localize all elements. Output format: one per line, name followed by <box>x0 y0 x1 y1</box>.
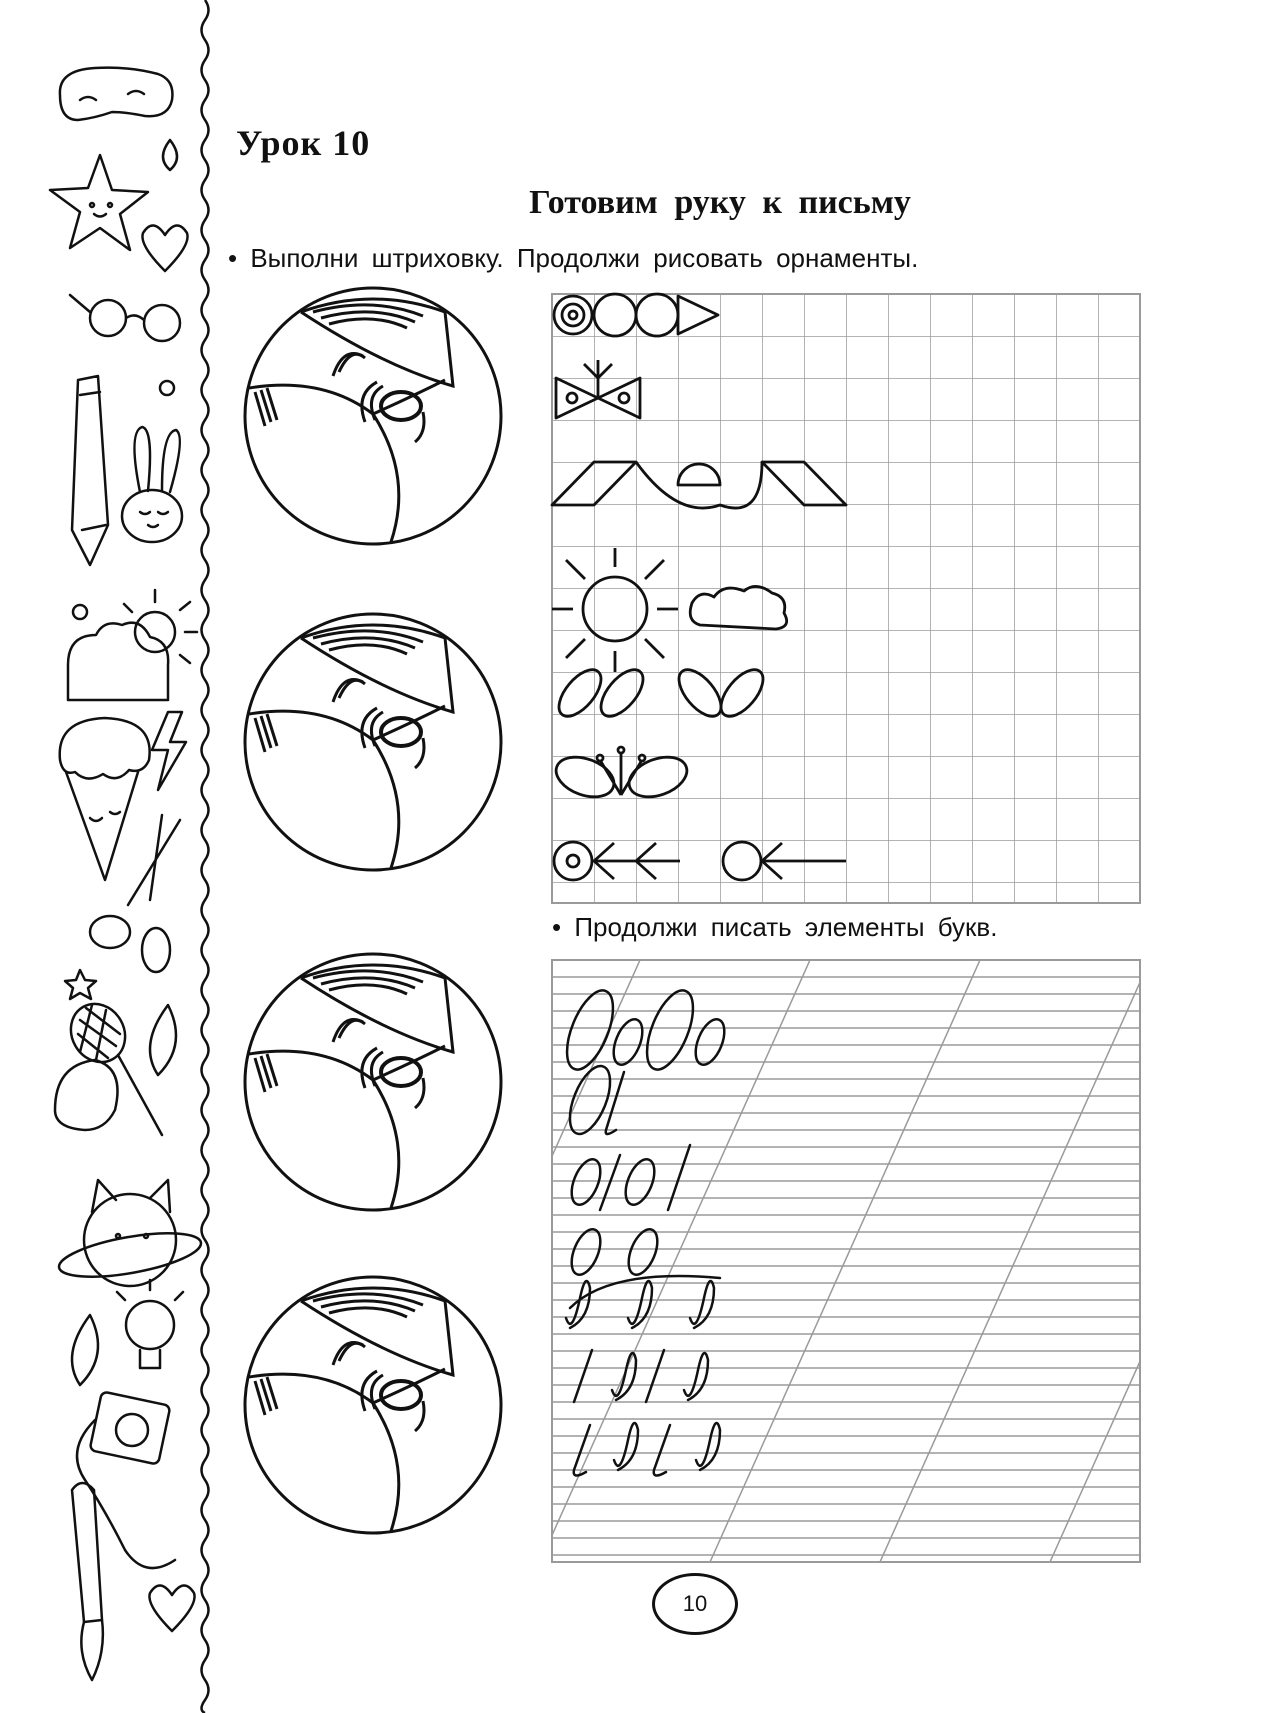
letter-row-2 <box>562 1061 624 1140</box>
instruction-letters: • Продолжи писать элементы букв. <box>552 912 998 942</box>
page-number: 10 <box>652 1573 738 1635</box>
letter-row-4 <box>566 1225 663 1278</box>
letter-row-5 <box>566 1276 720 1328</box>
instruction-shading: • Выполни штриховку. Продолжи рисовать орнаменты. <box>228 243 919 273</box>
page-heading: Готовим руку к письму <box>529 184 911 221</box>
letter-row-7 <box>574 1423 720 1476</box>
letter-row-3 <box>566 1145 690 1210</box>
handwriting-lines <box>552 960 1140 1562</box>
lesson-title: Урок 10 <box>236 123 371 163</box>
letter-row-6 <box>574 1350 708 1402</box>
